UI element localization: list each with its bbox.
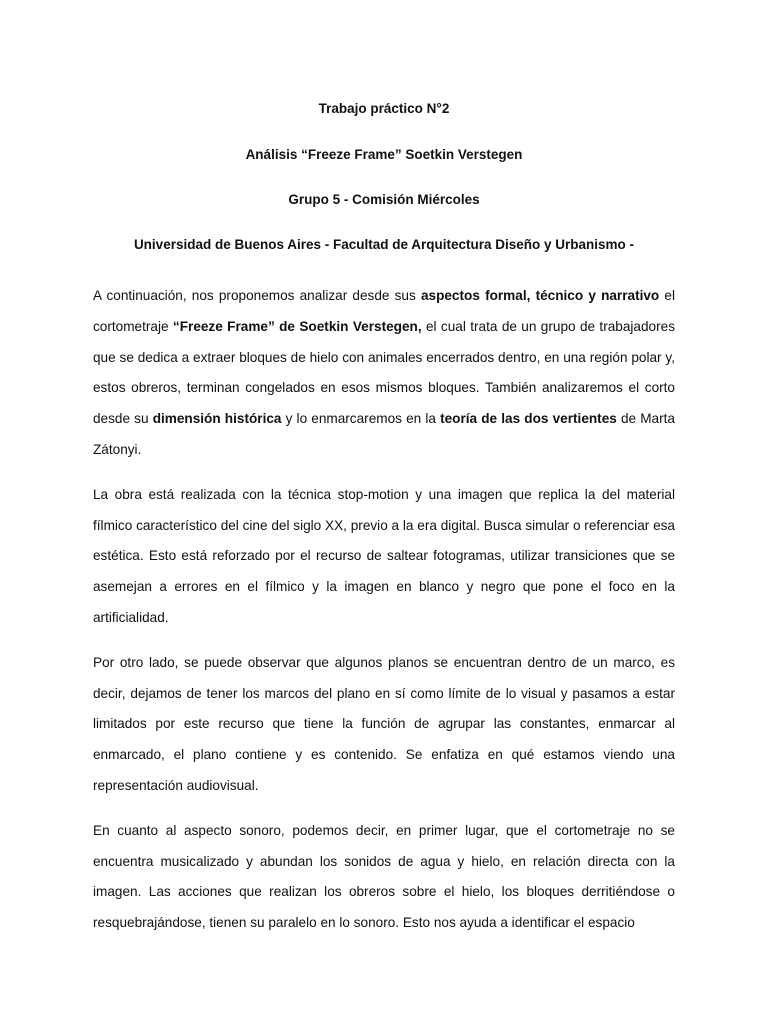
intro-text-2: el cortometraje bbox=[93, 288, 676, 334]
intro-bold-theory: teoría de las dos vertientes bbox=[440, 411, 617, 427]
group-line: Grupo 5 - Comisión Miércoles bbox=[288, 192, 480, 207]
intro-text-3: el cual trata de un grupo de trabajadores que se dedica a extraer bloques de hielo con animales encerrados dentro, en una región polar y, estos obreros, terminan congelados en esos mismos bloques. También analizaremos el corto desde su bbox=[93, 318, 675, 427]
paragraph-intro bbox=[93, 281, 675, 466]
paragraph-technique: La obra está realizada con la técnica stop-motion y una imagen que replica la del material fílmico característico del cine del siglo XX, previo a la era digital. Busca simular o referenciar esa estética. Esto está reforzado por el recurso de saltear fotogramas, utilizar transiciones que se asemejan a errores en el fílmico y la imagen en blanco y negro que pone el foco en la artificialidad. bbox=[93, 486, 675, 625]
document-title: Trabajo práctico N°2 bbox=[318, 101, 450, 116]
intro-bold-film-title: “Freeze Frame” de Soetkin Verstegen, bbox=[172, 318, 422, 334]
intro-text-1: A continuación, nos proponemos analizar desde sus bbox=[93, 288, 421, 303]
document-subtitle: Análisis “Freeze Frame” Soetkin Verstegen bbox=[245, 147, 523, 162]
intro-bold-aspects: aspectos formal, técnico y narrativo bbox=[420, 288, 660, 303]
institution-line: Universidad de Buenos Aires - Facultad de Arquitectura Diseño y Urbanismo - bbox=[133, 237, 635, 252]
paragraph-sound: En cuanto al aspecto sonoro, podemos decir, en primer lugar, que el cortometraje no se encuentra musicalizado y abundan los sonidos de agua y hielo, en relación directa con la imagen. Las acciones que realizan los obreros sobre el hielo, los bloques derritiéndose o resquebrajándose, tienen su paralelo en lo sonoro. Esto nos ayuda a identificar el espacio bbox=[93, 822, 675, 931]
intro-text-5: de Marta Zátonyi. bbox=[93, 411, 675, 457]
intro-bold-historical: dimensión histórica bbox=[152, 411, 282, 427]
paragraph-framing: Por otro lado, se puede observar que algunos planos se encuentran dentro de un marco, es decir, dejamos de tener los marcos del plano en sí como límite de lo visual y pasamos a estar limitados por este recurso que tiene la función de agrupar las constantes, enmarcar al enmarcado, el plano contiene y es contenido. Se enfatiza en qué estamos viendo una representación audiovisual. bbox=[93, 654, 675, 793]
document-page bbox=[93, 100, 675, 939]
intro-text-4: y lo enmarcaremos en la bbox=[281, 411, 441, 427]
